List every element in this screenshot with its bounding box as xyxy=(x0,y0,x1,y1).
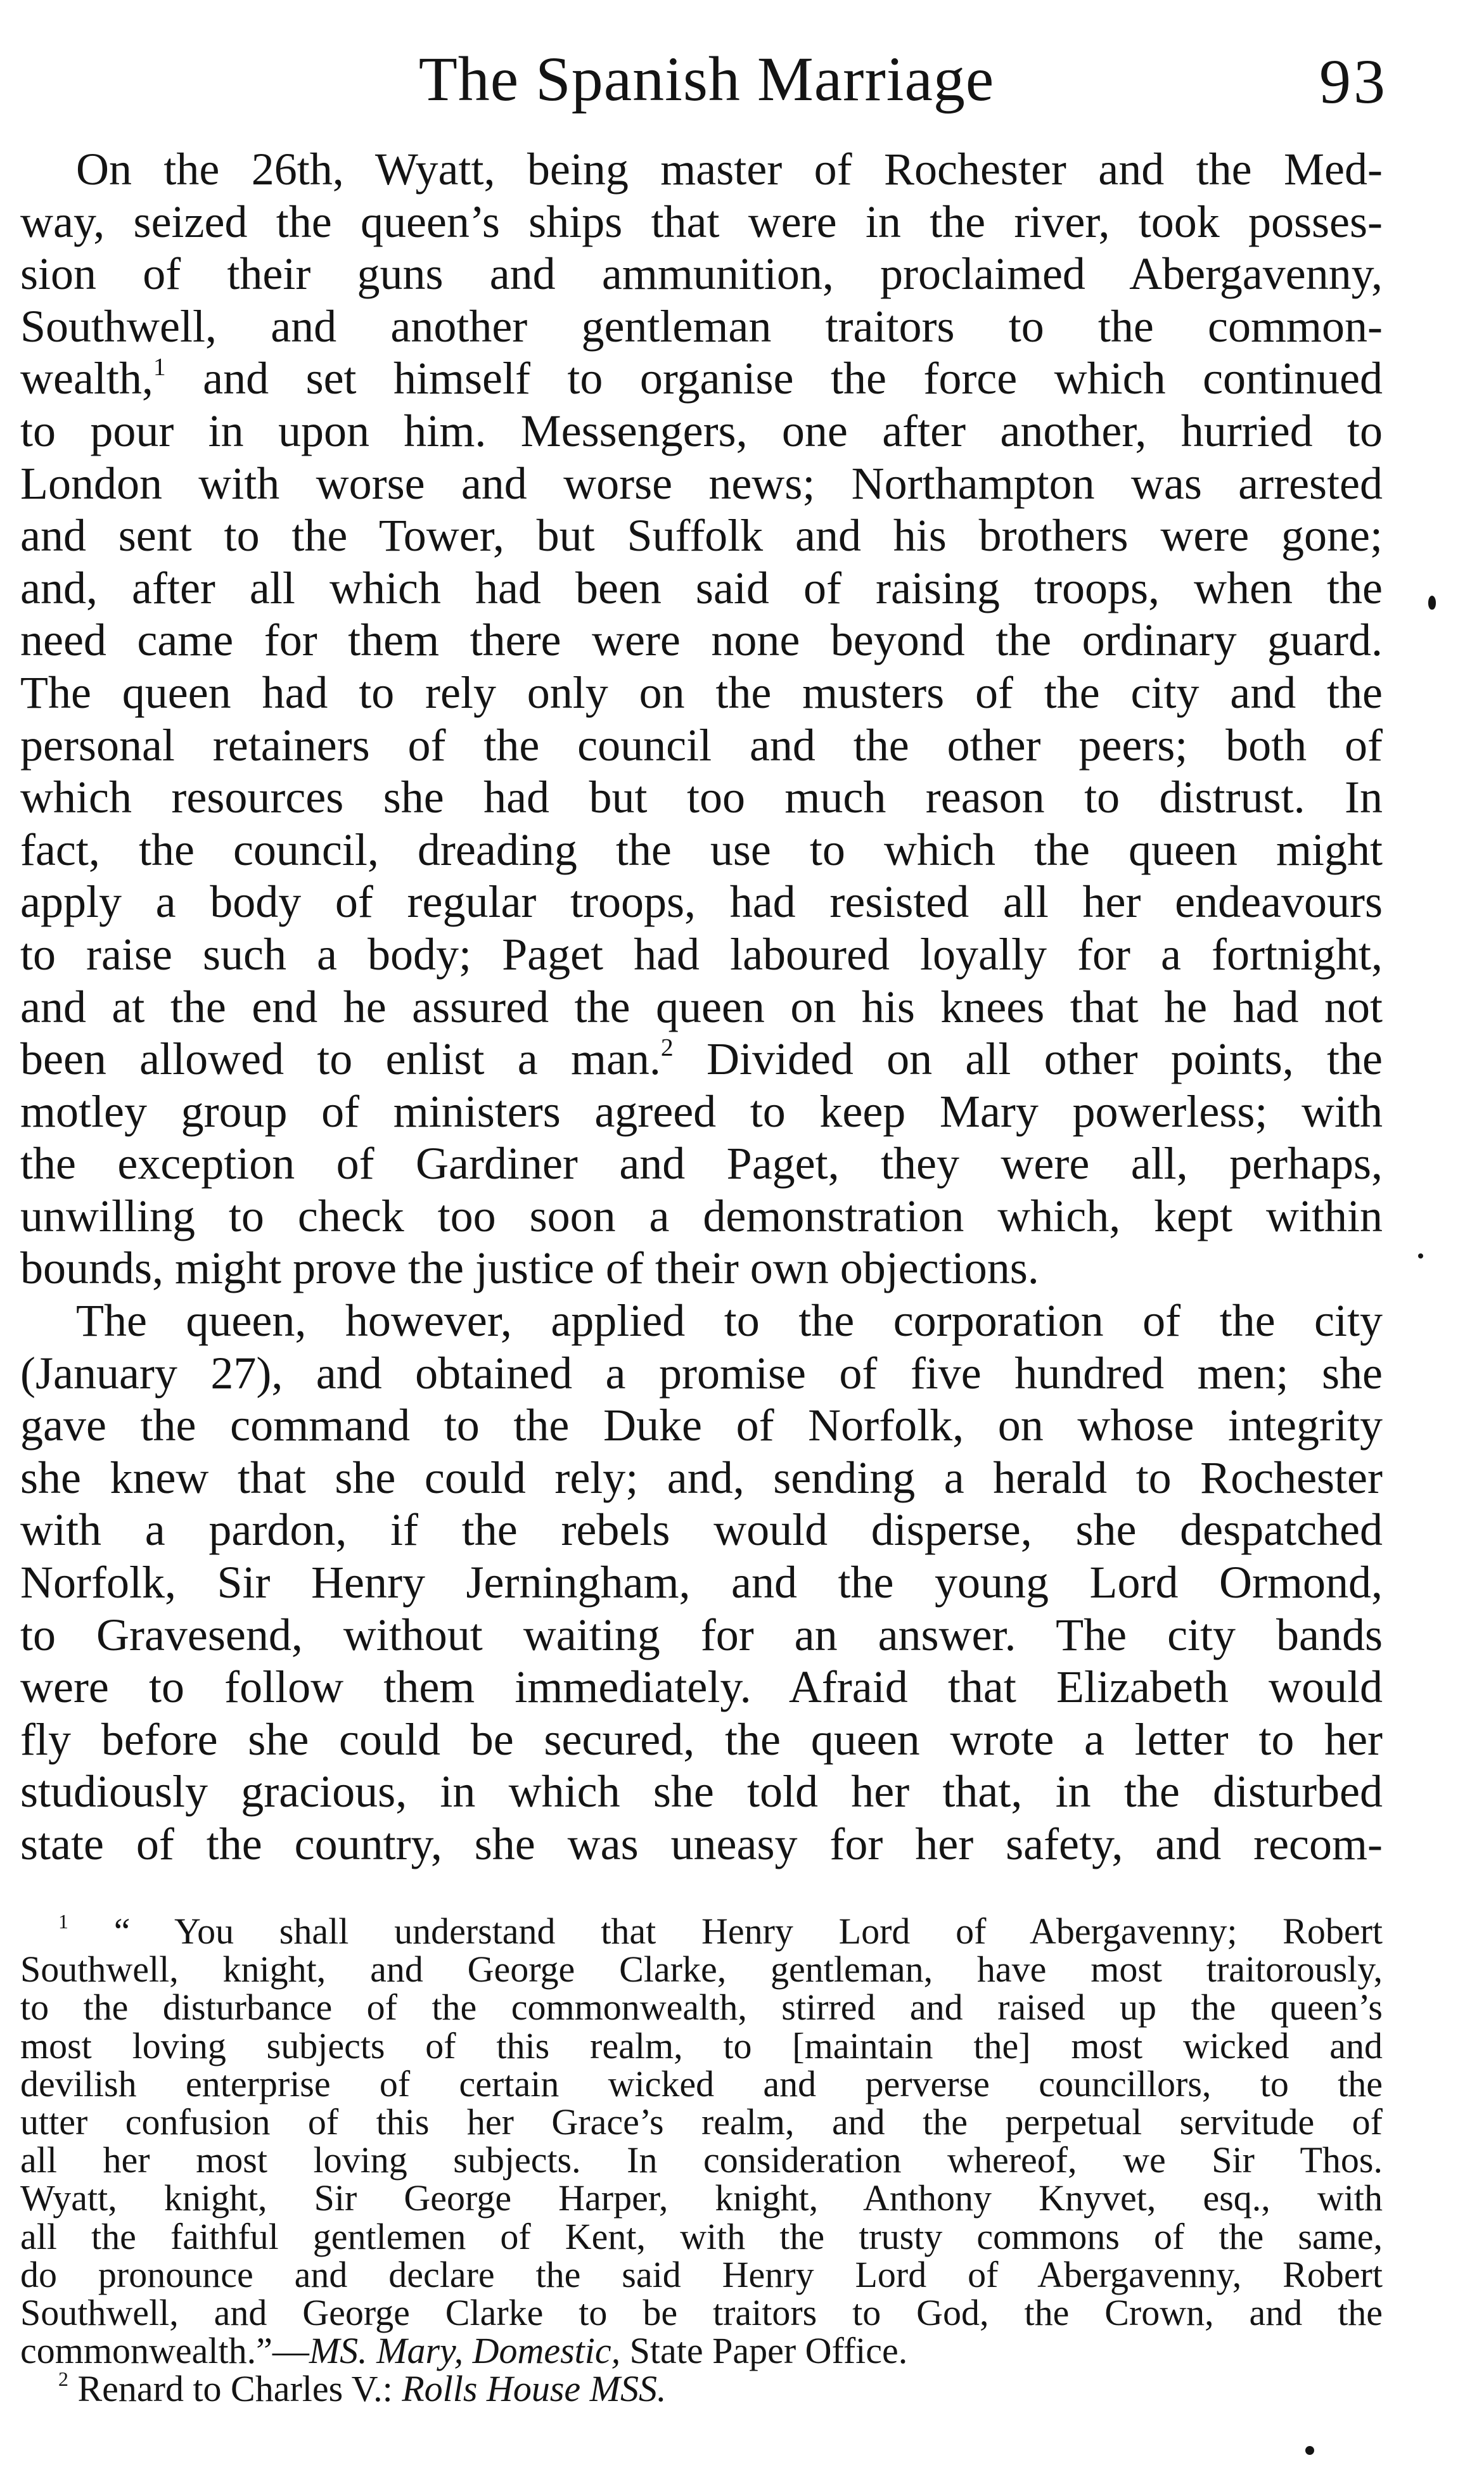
footnote-source: MS. Mary, Domestic, xyxy=(309,2330,621,2372)
text-line: (January 27), and obtained a promise of five hundred men; she xyxy=(20,1347,1383,1399)
footnote-line: all her most loving subjects. In consideration whereof, we Sir Thos. xyxy=(20,2139,1383,2181)
text-line: personal retainers of the council and the other peers; both of xyxy=(20,719,1383,771)
footnote-ref-2: 2 xyxy=(660,1033,674,1061)
footnote-line: Wyatt, knight, Sir George Harper, knight, Anthony Knyvet, esq., with xyxy=(20,2177,1383,2219)
footnote-line: devilish enterprise of certain wicked and perverse councillors, to the xyxy=(20,2063,1383,2104)
footnote-line: do pronounce and declare the said Henry Lord of Abergavenny, Robert xyxy=(20,2253,1383,2295)
footnote-ref-1: 1 xyxy=(153,352,166,381)
ink-speck xyxy=(1428,596,1436,610)
text-line: to Gravesend, without waiting for an answer. The city bands xyxy=(20,1609,1383,1660)
footnote-line xyxy=(20,1912,1383,1950)
footnote-line: to the disturbance of the commonwealth, stirred and raised up the queen’s xyxy=(20,1987,1383,2028)
footnote-text: “ You shall understand that Henry Lord of Abergavenny; Robert xyxy=(113,1911,1383,1952)
footnote-line: most loving subjects of this realm, to [maintain the] most wicked and xyxy=(20,2025,1383,2066)
ink-speck xyxy=(1418,1253,1423,1258)
page-number: 93 xyxy=(1319,46,1388,117)
text-line: need came for them there were none beyond the ordinary guard. xyxy=(20,615,1383,666)
body-text xyxy=(20,143,1383,1871)
text-line xyxy=(20,352,1383,405)
text-line: apply a body of regular troops, had resisted all her endeavours xyxy=(20,876,1383,928)
text-line: she knew that she could rely; and, sending a herald to Rochester xyxy=(20,1452,1383,1503)
running-title: The Spanish Marriage xyxy=(418,44,995,114)
text-line: state of the country, she was uneasy for her safety, and recom- xyxy=(20,1819,1383,1869)
footnote-text: State Paper Office. xyxy=(620,2330,908,2372)
text-line: to raise such a body; Paget had laboured loyally for a fortnight, xyxy=(20,928,1383,980)
text-line: bounds, might prove the justice of their own objections. xyxy=(20,1243,1039,1294)
running-head xyxy=(25,38,1388,120)
text-line: On the 26th, Wyatt, being master of Rochester and the Med- xyxy=(76,144,1383,195)
text-line: sion of their guns and ammunition, proclaimed Abergavenny, xyxy=(20,248,1383,300)
footnote-source: Rolls House MSS. xyxy=(402,2368,667,2410)
footnote-line: all the faithful gentlemen of Kent, with the trusty commons of the same, xyxy=(20,2215,1383,2257)
text-line: fact, the council, dreading the use to which the queen might xyxy=(20,824,1383,875)
footnote-marker-1: 1 xyxy=(58,1911,68,1933)
footnote-line xyxy=(20,2332,1383,2370)
text-line: London with worse and worse news; Northampton was arrested xyxy=(20,458,1383,509)
text-line: The queen, however, applied to the corporation of the city xyxy=(76,1295,1383,1347)
text-line: studiously gracious, in which she told her that, in the disturbed xyxy=(20,1766,1383,1817)
footnote-marker-2: 2 xyxy=(58,2368,68,2391)
text-line: fly before she could be secured, the queen wrote a letter to her xyxy=(20,1713,1383,1765)
text-line: with a pardon, if the rebels would disperse, she despatched xyxy=(20,1504,1383,1556)
text-line: which resources she had but too much reason to distrust. In xyxy=(20,772,1383,823)
text-line: unwilling to check too soon a demonstration which, kept within xyxy=(20,1190,1383,1241)
text-fragment: been allowed to enlist a man. xyxy=(20,1034,661,1085)
text-line: way, seized the queen’s ships that were in the river, took posses- xyxy=(20,196,1383,247)
text-line: The queen had to rely only on the musters of the city and the xyxy=(20,667,1383,718)
footnote-line: Southwell, knight, and George Clarke, gentleman, have most traitorously, xyxy=(20,1949,1383,1990)
text-fragment: and set himself to organise the force which continued xyxy=(203,353,1383,404)
text-line xyxy=(20,1033,1383,1086)
footnotes xyxy=(20,1912,1383,2408)
text-line: Norfolk, Sir Henry Jerningham, and the young Lord Ormond, xyxy=(20,1557,1383,1608)
footnote-line: Southwell, and George Clarke to be traitors to God, the Crown, and the xyxy=(20,2291,1383,2333)
footnote-line xyxy=(20,2370,1383,2408)
text-fragment: Divided on all other points, the xyxy=(706,1034,1383,1085)
text-line: and, after all which had been said of raising troops, when the xyxy=(20,562,1383,613)
text-line: the exception of Gardiner and Paget, they were all, perhaps, xyxy=(20,1138,1383,1189)
text-line: motley group of ministers agreed to keep Mary powerless; with xyxy=(20,1086,1383,1137)
text-line: Southwell, and another gentleman traitors to the common- xyxy=(20,300,1383,352)
ink-speck xyxy=(1305,2446,1314,2455)
footnote-text: Renard to Charles V.: xyxy=(68,2368,402,2410)
footnote-line: utter confusion of this her Grace’s realm, and the perpetual servitude of xyxy=(20,2101,1383,2142)
text-line: to pour in upon him. Messengers, one after another, hurried to xyxy=(20,405,1383,456)
footnote-text: commonwealth.”— xyxy=(20,2330,309,2372)
text-line: and at the end he assured the queen on his knees that he had not xyxy=(20,981,1383,1032)
text-line: gave the command to the Duke of Norfolk, on whose integrity xyxy=(20,1400,1383,1451)
text-fragment: wealth, xyxy=(20,353,153,404)
text-line: were to follow them immediately. Afraid that Elizabeth would xyxy=(20,1662,1383,1713)
text-line: and sent to the Tower, but Suffolk and his brothers were gone; xyxy=(20,510,1383,561)
